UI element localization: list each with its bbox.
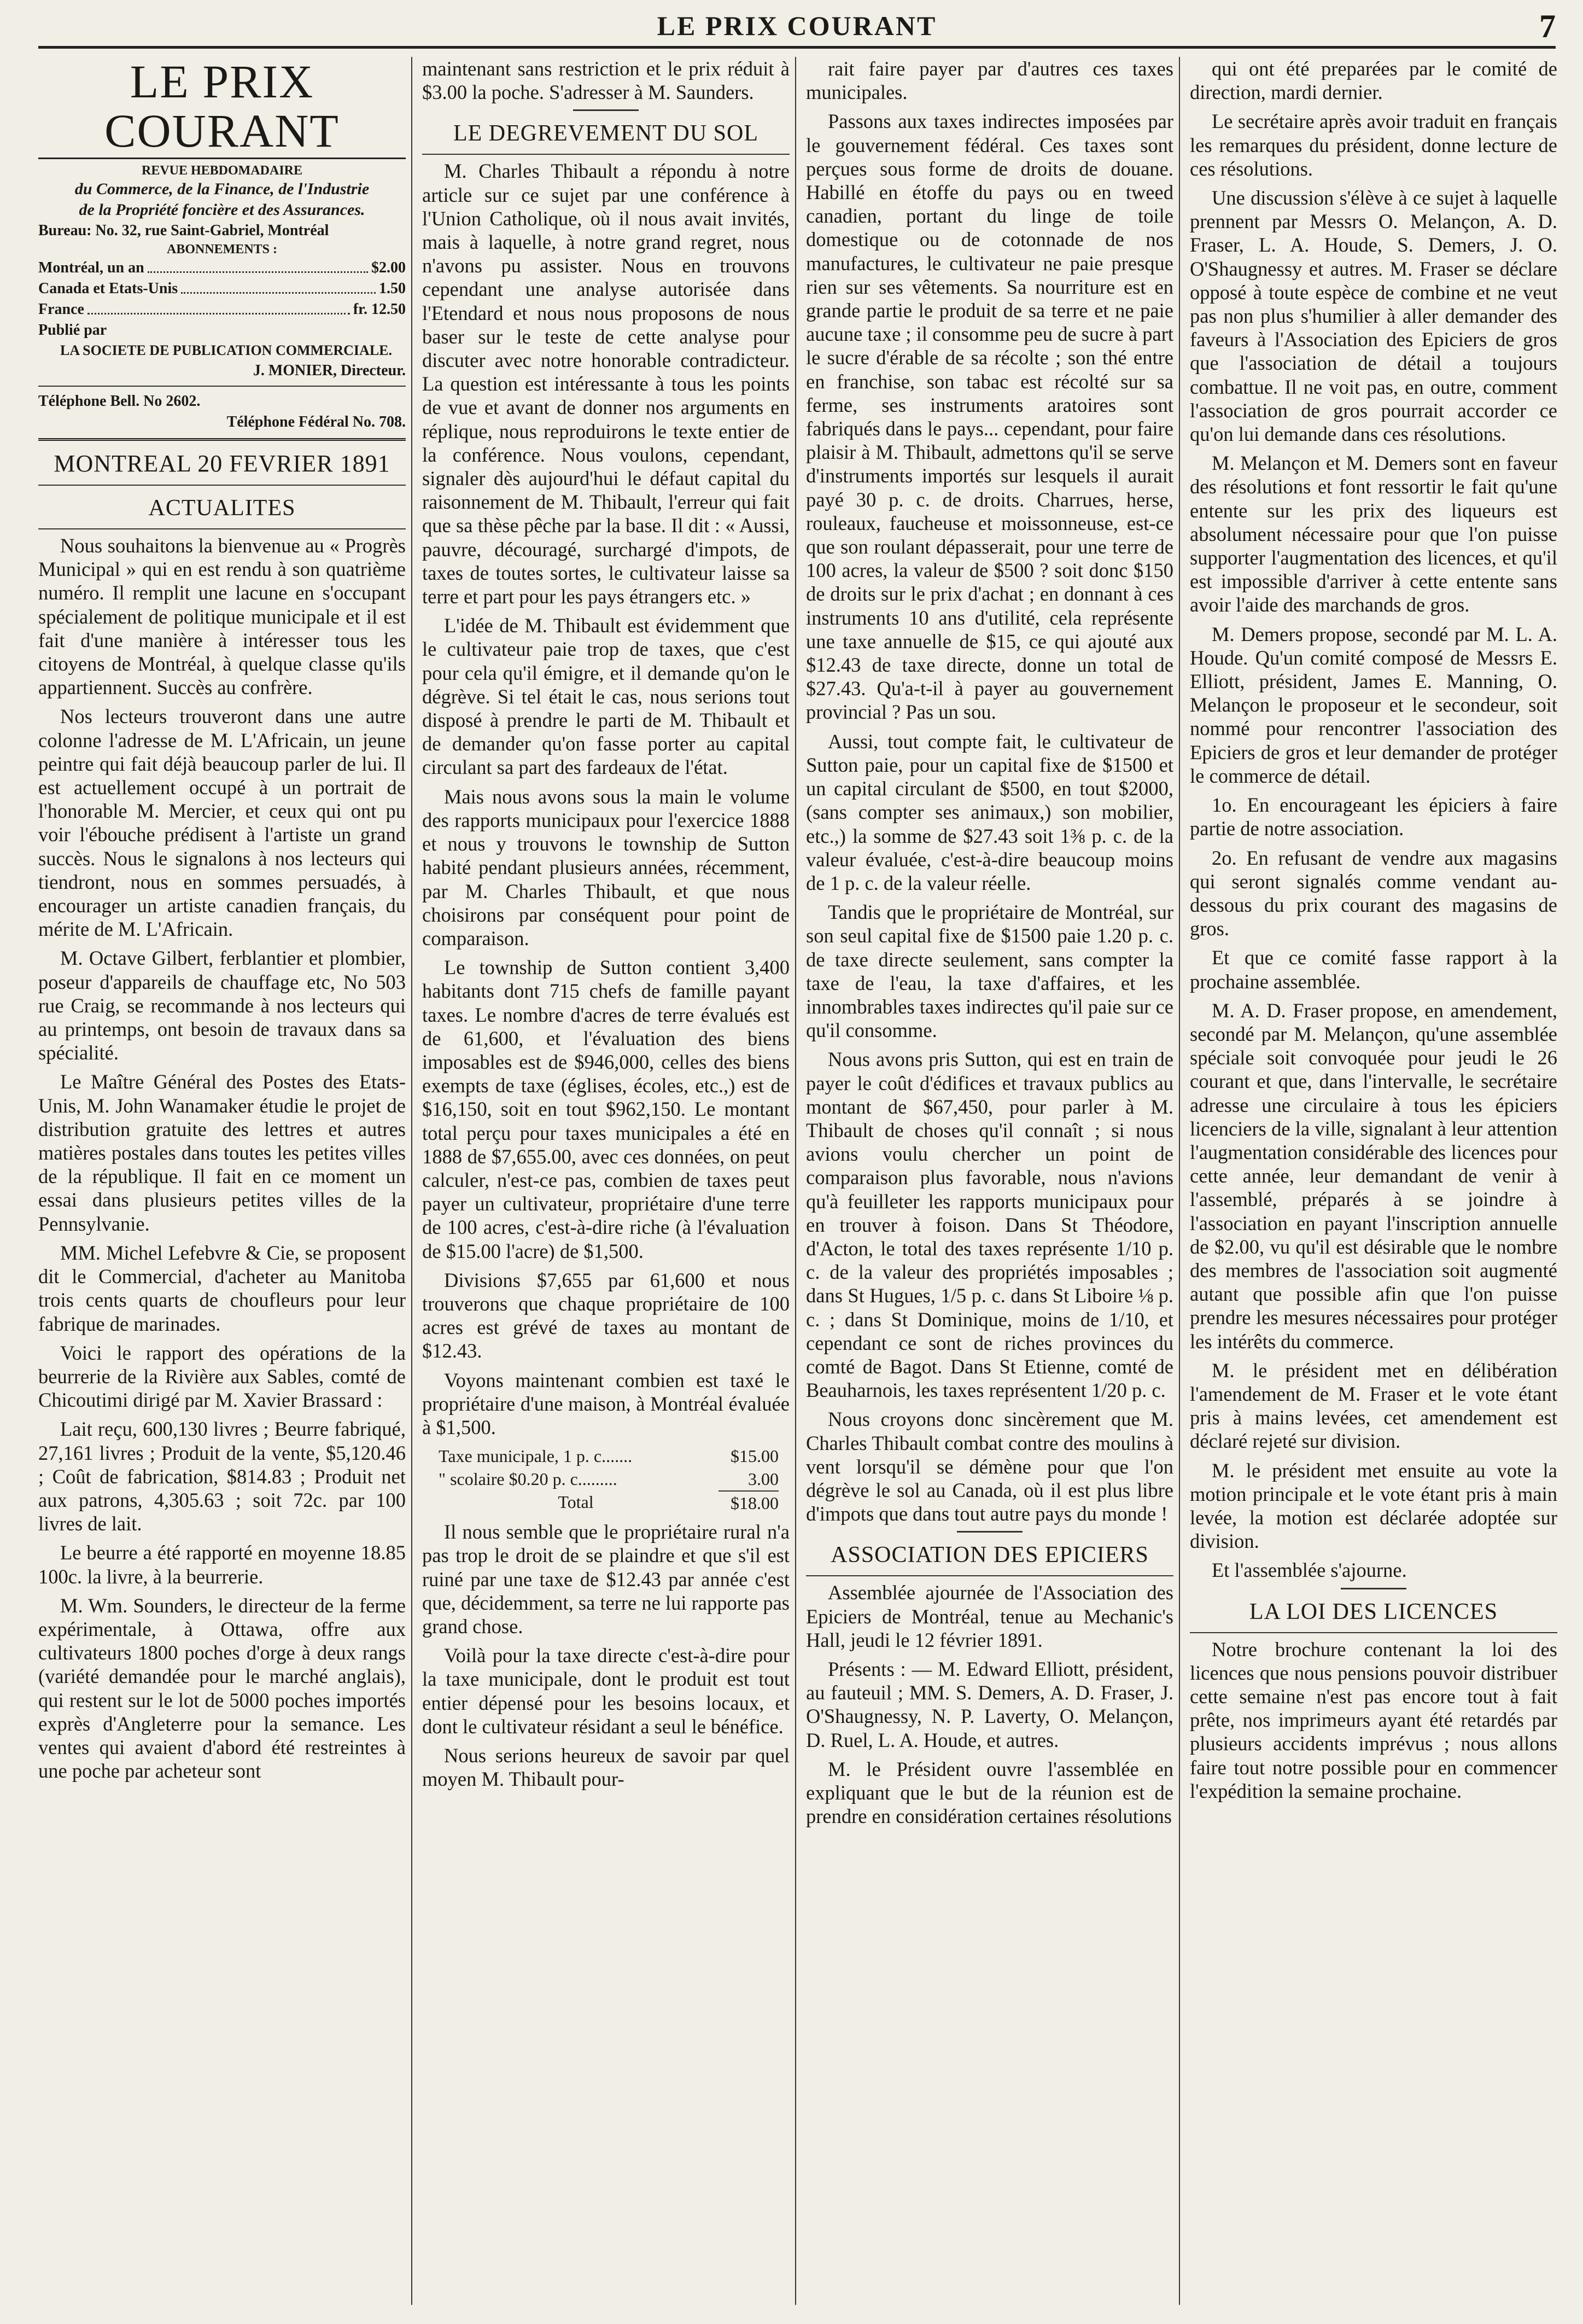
divider [38, 438, 406, 441]
article-paragraph: Voyons maintenant combien est taxé le propriétaire d'une maison, à Montréal évaluée à $1,500. [422, 1368, 790, 1438]
divider [1190, 1632, 1557, 1633]
budget-amount: 3.00 [748, 1469, 779, 1489]
article-paragraph: Aussi, tout compte fait, le cultivateur de Sutton paie, pour un capital fixe de $1500 et un capital circulant de $500, en tout $2000, (sans compter ses animaux,) son mobilier, etc.,) la somme de $27.43 soit 1⅜ p. c. de la valeur évaluée, c'est-à-dire beaucoup moins de 1 p. c. de la valeur réelle. [806, 730, 1173, 894]
column-rule [1179, 57, 1180, 2305]
section-heading-association: ASSOCIATION DES EPICIERS [831, 1542, 1149, 1568]
price-amount: 1.50 [379, 280, 406, 297]
masthead-title: LE PRIX COURANT [38, 57, 406, 159]
article-paragraph: M. Wm. Sounders, le directeur de la ferme expérimentale, à Ottawa, offre aux cultivateurs 1800 poches d'orge à deux rangs (variété demandée pour le marché anglais), qui restent sur le lot de 5000 poches importés exprès d'Angleterre pour la semance. Les ventes qui avaient d'abord été restreintes à une poche par acheteur sont [38, 1594, 406, 1783]
article-paragraph: M. Octave Gilbert, ferblantier et plombier, poseur d'appareils de chauffage etc, No 503 rue Craig, se recommande à nos lecteurs qui au printemps, ont besoin de travaux dans sa spécialité. [38, 947, 406, 1064]
price-amount: fr. 12.50 [353, 301, 406, 318]
page-number: 7 [1539, 8, 1556, 44]
column-4 [1190, 57, 1557, 2305]
budget-amount: $15.00 [731, 1446, 779, 1466]
article-paragraph: Il nous semble que le propriétaire rural n'a pas trop le droit de se plaindre et que s'il est ruiné par une taxe de $12.43 par année c'est que, décidemment, sa terre ne lui rapporte pas grand chose. [422, 1521, 790, 1638]
column-3-body-b [806, 1581, 1173, 1828]
article-paragraph: maintenant sans restriction et le prix réduit à $3.00 la poche. S'adresser à M. Saunders. [422, 57, 790, 104]
masthead-abonnements: ABONNEMENTS : [166, 242, 278, 257]
column-1-body [38, 534, 406, 1783]
divider [806, 1575, 1173, 1576]
divider [573, 109, 639, 111]
article-paragraph: M. Demers propose, secondé par M. L. A. Houde. Qu'un comité composé de Messrs E. Elliott, président, James E. Manning, O. Melançon le proposeur et le secondeur, soit nommé pour rencontrer l'association des Epiciers de gros et leur demander de protéger le commerce de détail. [1190, 622, 1557, 787]
leader-dots [181, 278, 376, 294]
article-paragraph: MM. Michel Lefebvre & Cie, se proposent dit le Commercial, d'acheter au Manitoba trois cents quarts de choufleurs pour leur fabrique de marinades. [38, 1241, 406, 1335]
article-paragraph: Mais nous avons sous la main le volume des rapports municipaux pour l'exercice 1888 et nous y trouvons le township de Sutton habité pendant plusieurs années, récemment, par M. Charles Thibault, et que nous choisirons par conséquent pour point de comparaison. [422, 785, 790, 950]
article-paragraph: rait faire payer par d'autres ces taxes municipales. [806, 57, 1173, 104]
column-3-body-a [806, 57, 1173, 1525]
column-2-body-a [422, 159, 790, 1439]
column-3 [806, 57, 1173, 2305]
article-paragraph: Et l'assemblée s'ajourne. [1212, 1559, 1407, 1582]
article-paragraph: M. A. D. Fraser propose, en amendement, secondé par M. Melançon, qu'une assemblée spéciale soit convoquée pour jeudi le 26 courant et que, dans l'intervalle, le secrétaire adresse une circulaire à tous les épiciers licenciers de la ville, signalant à leur attention l'augmentation considérable des licences pour cette année, leur demandant de venir à l'assemblé, préparés à se joindre à l'association en payant l'inscription annuelle de $2.00, vu qu'il est désirable que le nombre des membres de l'association soit augmenté autant que possible afin que l'on puisse prendre les mesures nécessaires pour protéger les intérêts du commerce. [1190, 999, 1557, 1353]
budget-total-amount: $18.00 [719, 1490, 779, 1515]
divider [1341, 1588, 1406, 1589]
article-paragraph: M. le président met en délibération l'amendement de M. Fraser et le vote étant pris à mains levées, cet amendement est déclaré rejeté sur division. [1190, 1359, 1557, 1453]
price-row [38, 299, 406, 320]
running-head-title: LE PRIX COURANT [657, 10, 937, 41]
article-paragraph: Nous avons pris Sutton, qui est en train de payer le coût d'édifices et travaux publics au montant de $67,450, pour parler à M. Thibault de choses qu'il connaît ; si nous avions voulu chercher un point de comparaison plus favorable, nous n'avions qu'à feuilleter les rapports municipaux pour en trouver à foison. Dans St Théodore, d'Acton, le total des taxes représente 1/10 p. c. de la valeur des propriétés imposables ; dans St Hugues, 1/5 p. c. dans St Liboire ⅛ p. c. ; dans St Dominique, moins de 1/10, et cependant ce sont de riches provinces du comté de Bagot. Dans St Etienne, comté de Beauharnois, les taxes représentent 1/20 p. c. [806, 1048, 1173, 1402]
budget-total-label: Total [558, 1492, 594, 1512]
section-heading-actualites: ACTUALITES [148, 496, 296, 521]
article-paragraph: Nous croyons donc sincèrement que M. Charles Thibault combat contre des moulins à vent lorsqu'il se démène pour que l'on dégrève le sol au Canada, où il est plus libre d'impots que dans tout autre pays du monde ! [806, 1408, 1173, 1525]
price-list [38, 258, 406, 320]
article-paragraph: Nos lecteurs trouveront dans une autre colonne l'adresse de M. L'Africain, un jeune peintre qui fait déjà beaucoup parler de lui. Il est actuellement occupé à un portrait de l'honorable M. Mercier, et ceux qui ont pu voir l'ébouche prédisent à l'artiste un grand succès. Nous le signalons à nos lecteurs qui tiendront, nous en sommes persuadés, à encourager un artiste canadien français, du mérite de M. L'Africain. [38, 705, 406, 941]
dateline: MONTREAL 20 FEVRIER 1891 [54, 450, 390, 477]
price-row [38, 278, 406, 299]
article-paragraph: 2o. En refusant de vendre aux magasins qui seront signalés comme vendant au-dessous du prix courant des magasins de gros. [1190, 846, 1557, 940]
article-paragraph: Lait reçu, 600,130 livres ; Beurre fabriqué, 27,161 livres ; Produit de la vente, $5,120.46 ; Coût de fabrication, $814.83 ; Produit net aux patrons, 4,305.63 ; soit 72c. par 100 livres de lait. [38, 1418, 406, 1535]
column-rule [411, 57, 412, 2305]
price-label: Montréal, un an [38, 259, 144, 276]
price-label: Canada et Etats-Unis [38, 280, 178, 297]
masthead-line: du Commerce, de la Finance, de l'Industrie [74, 180, 370, 198]
article-paragraph: 1o. En encourageant les épiciers à faire partie de notre association. [1190, 794, 1557, 840]
article-paragraph: Une discussion s'élève à ce sujet à laquelle prennent par Messrs O. Melançon, A. D. Fraser, L. A. Houde, S. Demers, J. O. O'Shaugnessy et autres. M. Fraser se déclare opposé à toute espèce de combine et ne veut pas non plus s'humilier à aller demander des faveurs à l'Association des Epiciers de gros que l'association de détail a toujours combattue. Il ne voit pas, en outre, comment l'association de gros pourrait accorder ce qu'on lui demande dans ces résolutions. [1190, 187, 1557, 446]
leader-dots [87, 299, 350, 314]
article-paragraph: Nous souhaitons la bienvenue au « Progrès Municipal » qui en est rendu à son quatrième numéro. Il remplit une lacune en s'occupant spécialement de politique municipale et il est fait d'une manière à intéresser tous les citoyens de Montréal, à quelque classe qu'ils appartiennent. Succès au confrère. [38, 534, 406, 699]
article-paragraph: M. le président met ensuite au vote la motion principale et le vote étant pris à main levée, la motion est déclarée adoptée sur division. [1190, 1459, 1557, 1553]
article-paragraph: Nous serions heureux de savoir par quel moyen M. Thibault pour- [422, 1744, 790, 1791]
section-heading-degrevement: LE DEGREVEMENT DU SOL [453, 121, 759, 147]
price-label: France [38, 301, 84, 318]
masthead-publie-par: Publié par [38, 322, 107, 339]
column-1 [38, 57, 406, 2305]
masthead-tel-bell: Téléphone Bell. No 2602. [38, 393, 201, 410]
article-paragraph: Le secrétaire après avoir traduit en français les remarques du président, donne lecture de ces résolutions. [1190, 110, 1557, 180]
masthead-subtitle: REVUE HEBDOMADAIRE [141, 164, 303, 178]
divider [38, 485, 406, 486]
column-rule [795, 57, 796, 2305]
masthead-line: de la Propriété foncière et des Assurances. [79, 201, 365, 219]
article-paragraph: Le beurre a été rapporté en moyenne 18.85 100c. la livre, à la beurrerie. [38, 1541, 406, 1588]
article-paragraph: Voici le rapport des opérations de la beurrerie de la Rivière aux Sables, comté de Chicoutimi dirigé par M. Xavier Brassard : [38, 1341, 406, 1412]
divider [38, 528, 406, 529]
article-paragraph: qui ont été preparées par le comité de direction, mardi dernier. [1190, 57, 1557, 104]
article-paragraph: Notre brochure contenant la loi des licences que nous pensions pouvoir distribuer cette semaine n'est pas encore tout à fait prête, nos imprimeurs ayant été retardés par plusieurs accidents imprévus ; nous allons faire tout notre possible pour en commencer l'expédition la semaine prochaine. [1190, 1638, 1557, 1802]
article-paragraph: Voilà pour la taxe directe c'est-à-dire pour la taxe municipale, dont le produit est tout entier dépensé pour les besoins locaux, et dont le cultivateur résidant a seul le bénéfice. [422, 1644, 790, 1738]
divider [38, 386, 406, 387]
column-4-body-b [1190, 1638, 1557, 1803]
tax-budget-table [422, 1445, 790, 1515]
leader-dots [148, 258, 368, 273]
masthead-publisher: LA SOCIETE DE PUBLICATION COMMERCIALE. [60, 342, 393, 358]
column-4-body-a [1190, 57, 1557, 1582]
article-paragraph: M. Charles Thibault a répondu à notre article sur ce sujet par une conférence à l'Union Catholique, où il nous avait invités, mais à laquelle, à notre grand regret, nous n'avons pu assister. Nous en trouvons cependant une analyse autorisée dans l'Etendard et nous nous proposons de nous baser sur le teste de cette analyse pour discuter avec notre honorable contradicteur. La question est intéressante à tous les points de vue et avant de donner nos arguments en réplique, nous reproduirons le texte entier de la conférence. Nous voulons, cependant, signaler dès aujourd'hui le défaut capital du raisonnement de M. Thibault, l'erreur qui fait que sa thèse pêche par la base. Il dit : « Aussi, pauvre, découragé, surchargé d'impots, de taxes de toutes sortes, le cultivateur laisse sa terre et part pour les pays étrangers etc. » [422, 160, 790, 608]
divider [422, 154, 790, 155]
budget-label: Taxe municipale, 1 p. c....... [439, 1446, 633, 1466]
masthead-bureau: Bureau: No. 32, rue Saint-Gabriel, Montréal [38, 222, 329, 239]
column-2 [422, 57, 790, 2305]
price-amount: $2.00 [371, 259, 406, 276]
budget-label: " scolaire $0.20 p. c......... [439, 1469, 617, 1489]
article-paragraph: Le township de Sutton contient 3,400 habitants dont 715 chefs de famille payant taxes. Le nombre d'acres de terre évalués est de 61,600, et l'évaluation des biens imposables est de $946,000, celles des biens exempts de taxe (églises, écoles, etc.,) est de $16,150, soit en tout $962,150. Le montant total perçu pour taxes municipales a été en 1888 de $7,655.00, avec ces données, on peut calculer, n'est-ce pas, combien de taxes peut payer un cultivateur, propriétaire d'une terre de 100 acres, c'est-à-dire riche (à l'évaluation de $15.00 l'acre) de $1,500. [422, 956, 790, 1262]
article-paragraph: Présents : — M. Edward Elliott, président, au fauteuil ; MM. S. Demers, A. D. Fraser, J. O'Shaugnessy, N. P. Laverty, O. Melançon, D. Ruel, L. A. Houde, et autres. [806, 1658, 1173, 1751]
article-paragraph: Divisions $7,655 par 61,600 et nous trouverons que chaque propriétaire de 100 acres est grévé de taxes au montant de $12.43. [422, 1268, 790, 1362]
article-paragraph: Et que ce comité fasse rapport à la prochaine assemblée. [1190, 946, 1557, 993]
price-row [38, 258, 406, 278]
section-heading-loi-licences: LA LOI DES LICENCES [1249, 1599, 1498, 1624]
article-paragraph: Assemblée ajournée de l'Association des Epiciers de Montréal, tenue au Mechanic's Hall, jeudi le 12 février 1891. [806, 1581, 1173, 1651]
article-paragraph: M. Melançon et M. Demers sont en faveur des résolutions et font ressortir le fait qu'une entente sur les prix des liqueurs est absolument nécessaire pour que l'on puisse supporter l'augmentation des licences, et qu'il est impossible d'arriver à cette entente sans avoir l'aide des marchands de gros. [1190, 452, 1557, 616]
divider [957, 1531, 1023, 1533]
article-paragraph: M. le Président ouvre l'assemblée en expliquant que le but de la réunion est de prendre en considération certaines résolutions [806, 1757, 1173, 1828]
article-paragraph: Le Maître Général des Postes des Etats-Unis, M. John Wanamaker étudie le projet de distribution gratuite des lettres et autres matières postales dans toutes les petites villes de la république. Il fait en ce moment un essai dans plusieurs petites villes de la Pennsylvanie. [38, 1070, 406, 1235]
article-paragraph: Passons aux taxes indirectes imposées par le gouvernement fédéral. Ces taxes sont perçues sous forme de droits de douane. Habillé en étoffe du pays ou en tweed canadien, portant du linge de toile domestique ou de cotonnade de nos manufactures, le cultivateur ne paie presque rien sur ses vêtements. Sa nourriture est en grande partie le produit de sa terre et ne paie aucune taxe ; il consomme peu de sucre à part le sucre d'érable de sa récolte ; son thé entre en franchise, son tabac est récolté sur sa ferme, ses instruments aratoires sont fabriqués dans le pays... cependant, pour faire plaisir à M. Thibault, admettons qu'il se serve d'instruments importés sur lesquels il aurait payé 30 p. c. de droits. Charrues, herse, rouleaux, faucheuse et moissonneuse, est-ce que son roulant dépasserait, pour une terre de 100 acres, la valeur de $500 ? soit donc $150 de droits sur le prix d'achat ; en donnant à ces instruments 10 ans d'utilité, cela représente une taxe annuelle de $15, ce qui ajouté aux $12.43 de taxe directe, donne un total de $27.43. Qu'a-t-il à payer au gouvernement provincial ? Pas un sou. [806, 110, 1173, 724]
running-head [38, 8, 1556, 49]
article-paragraph: Tandis que le propriétaire de Montréal, sur son seul capital fixe de $1500 paie 1.20 p. c. de taxe directe seulement, sans compter la taxe de l'eau, la taxe d'affaires, et les innombrables taxes indirectes qu'il paie sur ce qu'il consomme. [806, 901, 1173, 1042]
masthead-tel-federal: Téléphone Fédéral No. 708. [226, 413, 406, 430]
column-2-body-b [422, 1520, 790, 1791]
masthead-director: J. MONIER, Directeur. [253, 362, 406, 379]
article-paragraph: L'idée de M. Thibault est évidemment que le cultivateur paie trop de taxes, que c'est pour cela qu'il émigre, et il demande qu'on le dégrève. Si tel était le cas, nous serions tout disposé à prendre le parti de M. Thibault et de demander qu'on fasse porter au capital circulant sa part des fardeaux de l'état. [422, 614, 790, 779]
